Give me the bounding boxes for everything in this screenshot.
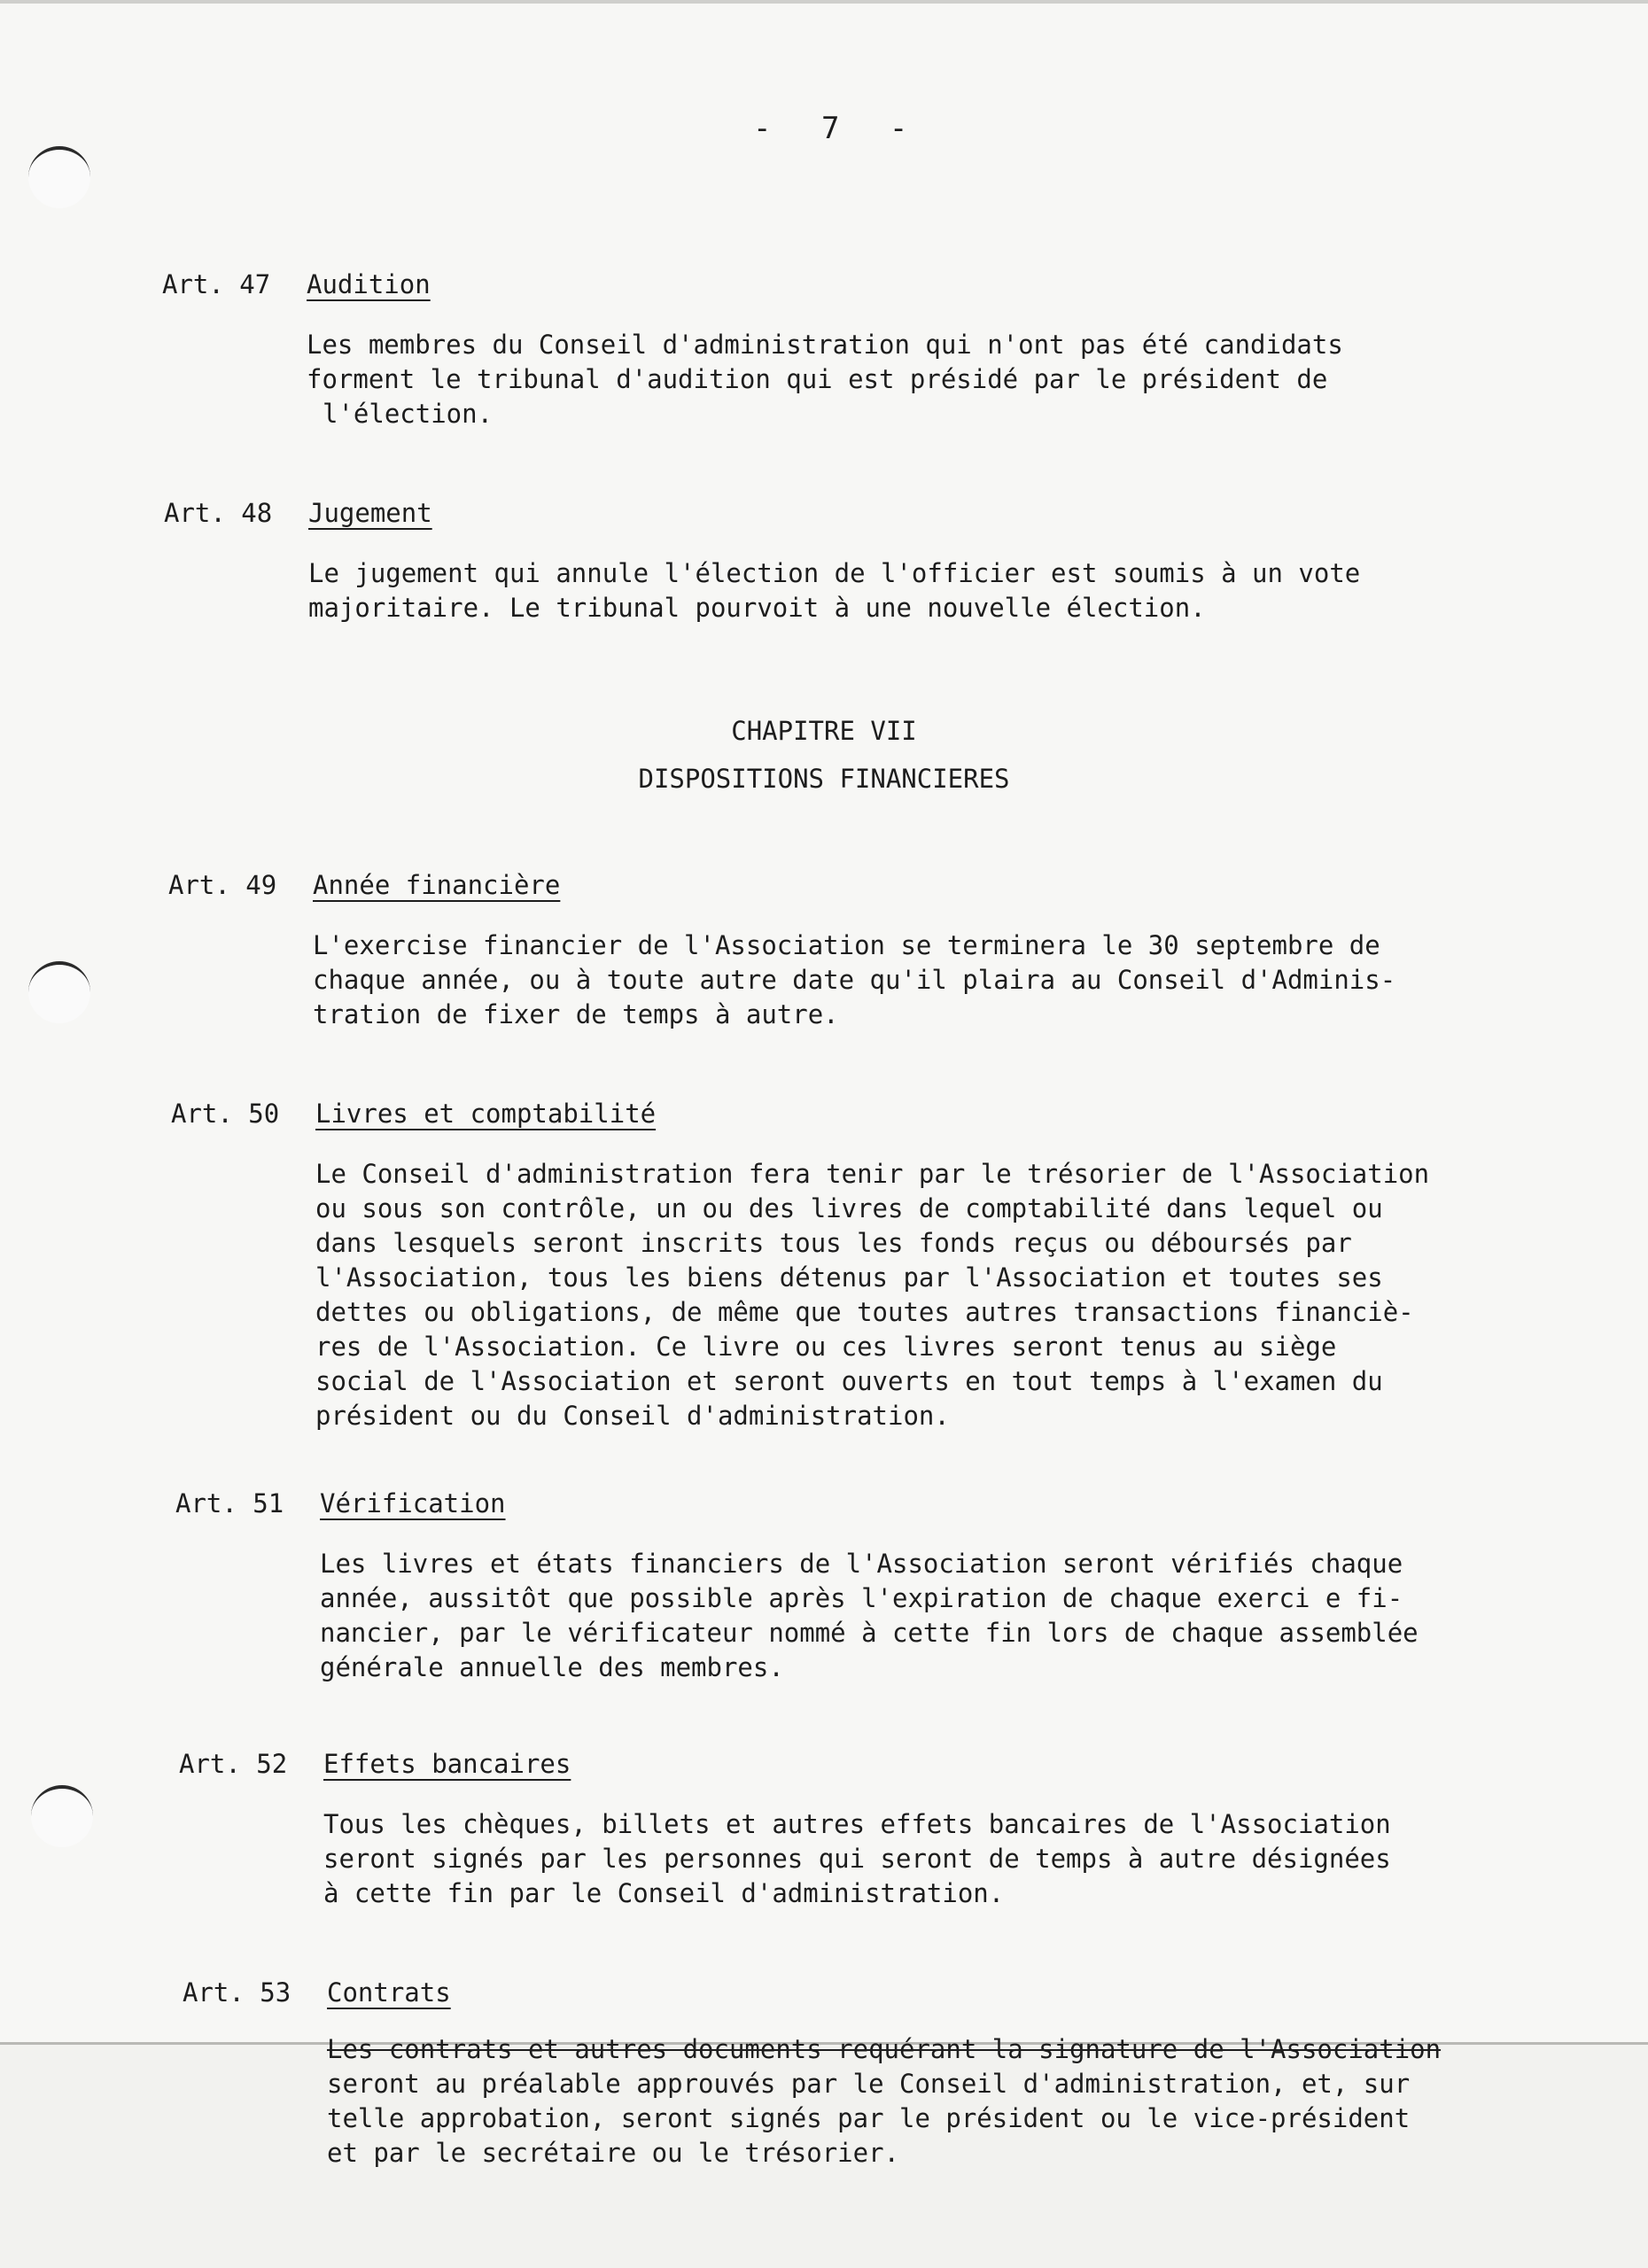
article-body — [307, 328, 1476, 431]
article-label: Art. 48 — [164, 498, 273, 528]
text-line: Les membres du Conseil d'administration qui n'ont pas été candidats — [307, 330, 1343, 360]
text-line: res de l'Association. Ce livre ou ces livres seront tenus au siège — [315, 1332, 1337, 1362]
article-label: Art. 52 — [179, 1749, 288, 1779]
article-title: Vérification — [320, 1488, 506, 1518]
text-line: social de l'Association et seront ouverts en tout temps à l'examen du — [315, 1366, 1383, 1396]
text-line: majoritaire. Le tribunal pourvoit à une nouvelle élection. — [308, 593, 1206, 623]
text-line: ou sous son contrôle, un ou des livres de comptabilité dans lequel ou — [315, 1193, 1383, 1223]
page-number: - 7 - — [753, 111, 924, 146]
text-line: dettes ou obligations, de même que toutes autres transactions financiè- — [315, 1297, 1414, 1327]
article-title: Livres et comptabilité — [315, 1099, 657, 1129]
text-line: forment le tribunal d'audition qui est présidé par le président de — [307, 364, 1328, 394]
article-title: Audition — [307, 269, 431, 299]
punch-hole — [28, 961, 90, 1023]
text-line: générale annuelle des membres. — [320, 1652, 784, 1682]
article-label: Art. 50 — [171, 1099, 280, 1129]
text-line: dans lesquels seront inscrits tous les fonds reçus ou déboursés par — [315, 1228, 1352, 1258]
text-line: Les contrats et autres documents requérant la signature de l'Association — [327, 2034, 1442, 2064]
text-line: Tous les chèques, billets et autres effets bancaires de l'Association — [323, 1809, 1391, 1839]
text-line: à cette fin par le Conseil d'administration. — [323, 1878, 1005, 1908]
article-body — [323, 1807, 1493, 1911]
text-line: l'Association, tous les biens détenus par l'Association et toutes ses — [315, 1262, 1383, 1293]
article-label: Art. 51 — [175, 1488, 284, 1518]
text-line: année, aussitôt que possible après l'expiration de chaque exerci e fi- — [320, 1583, 1403, 1613]
text-line: nancier, par le vérificateur nommé à cette fin lors de chaque assemblée — [320, 1618, 1419, 1648]
text-line: tration de fixer de temps à autre. — [313, 999, 839, 1029]
article-title: Année financière — [313, 870, 561, 900]
text-line: Les livres et états financiers de l'Association seront vérifiés chaque — [320, 1549, 1403, 1579]
text-line: président ou du Conseil d'administration. — [315, 1401, 950, 1431]
article-body — [308, 556, 1478, 625]
article-body — [320, 1547, 1489, 1685]
text-line: Le jugement qui annule l'élection de l'officier est soumis à un vote — [308, 558, 1361, 588]
page-top-edge — [0, 0, 1648, 4]
text-line: telle approbation, seront signés par le président ou le vice-président — [327, 2103, 1411, 2133]
punch-hole — [31, 1785, 93, 1847]
article-label: Art. 53 — [183, 1977, 292, 2008]
text-line: seront au préalable approuvés par le Conseil d'administration, et, sur — [327, 2069, 1411, 2099]
chapter-title: CHAPITRE VII — [731, 716, 917, 746]
article-label: Art. 49 — [168, 870, 277, 900]
article-title: Effets bancaires — [323, 1749, 571, 1779]
article-title: Contrats — [327, 1977, 451, 2008]
text-line: L'exercise financier de l'Association se terminera le 30 septembre de — [313, 930, 1380, 960]
text-line: et par le secrétaire ou le trésorier. — [327, 2138, 900, 2168]
text-line: seront signés par les personnes qui seront de temps à autre désignées — [323, 1844, 1391, 1874]
article-label: Art. 47 — [162, 269, 271, 299]
article-body — [315, 1157, 1485, 1433]
text-line: Le Conseil d'administration fera tenir par le trésorier de l'Association — [315, 1159, 1430, 1189]
chapter-subtitle: DISPOSITIONS FINANCIERES — [638, 764, 1010, 794]
text-line: chaque année, ou à toute autre date qu'il plaira au Conseil d'Adminis- — [313, 965, 1396, 995]
article-title: Jugement — [308, 498, 432, 528]
article-body — [313, 928, 1482, 1032]
punch-hole — [28, 146, 90, 208]
text-line: l'élection. — [323, 399, 494, 429]
article-body — [327, 2032, 1496, 2171]
